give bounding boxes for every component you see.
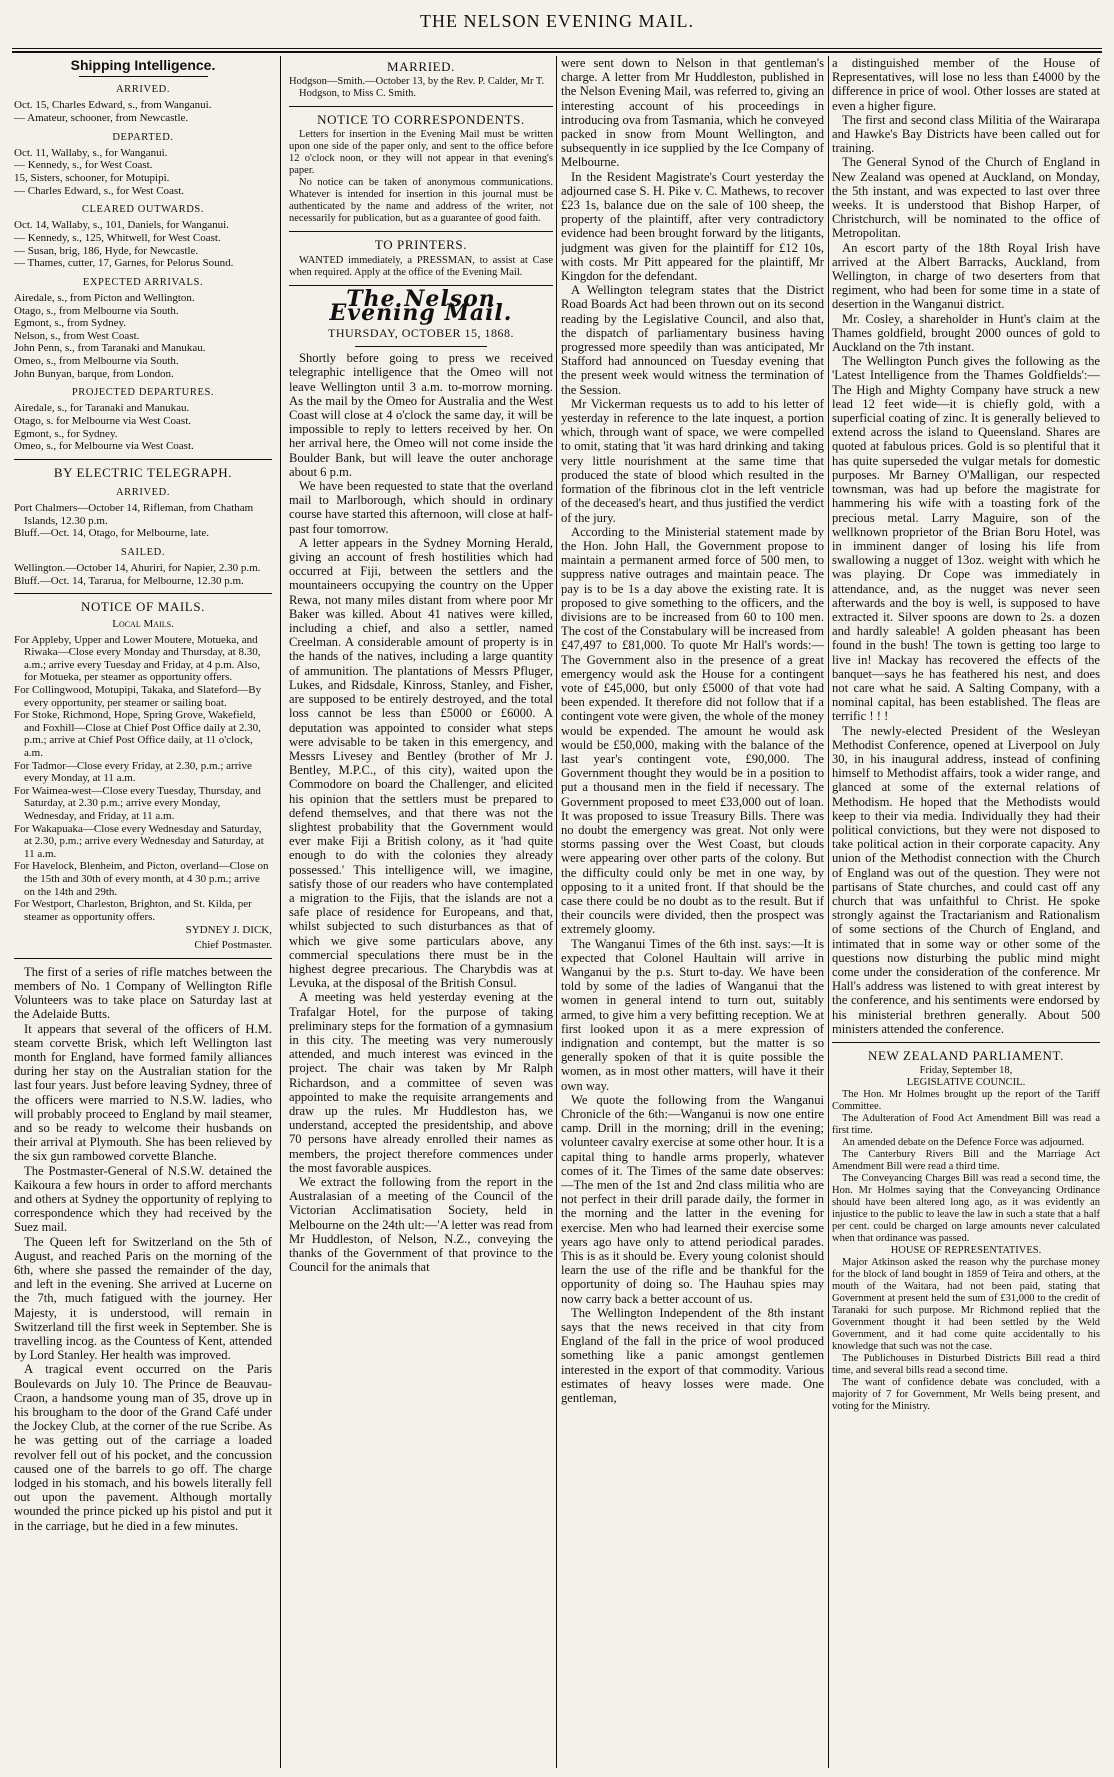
- telegraph-arrived-heading: ARRIVED.: [115, 486, 171, 498]
- telegraph-sailed-heading: SAILED.: [120, 546, 166, 558]
- shipping-line: Airedale, s., for Taranaki and Manukau.: [14, 402, 190, 415]
- article-paragraph: were sent down to Nelson in that gentleman's charge. A letter from Mr Huddleston, published in the Nelson Evening Mail, was referred to, giving an interesting account of his proceedings in introducing ova from Tasmania, which he conveyed packed in snow from Mount Wellington, and subsequently in ice supplied by the Ice Company of Melbourne.: [561, 56, 824, 170]
- shipping-line: Omeo, s., from Melbourne via South.: [14, 354, 179, 367]
- article-paragraph: The Queen left for Switzerland on the 5th of August, and reached Paris on the morning of the 6th, where she passed the remainder of the day, and left in the evening. She arrived at Lucerne on the 7th, much fatigued with the journey. Her Majesty, it is understood, will remain in Switzerland till the first week in September. She is travelling incog. as the Countess of Kent, attended by Lord Stanley. Her health was improved.: [14, 1234, 272, 1363]
- top-rule: [12, 48, 1102, 49]
- mail-item: For Wakapuaka—Close every Wednesday and Saturday, at 2.30, p.m.; arrive every Wednesday and Saturday, at 11 a.m.: [14, 822, 264, 860]
- article-paragraph: The Wanganui Times of the 6th inst. says:—It is expected that Colonel Haultain will arrive in Wanganui by the p.s. Sturt to-day. We have been told by some of the ladies of Wanganui that the women in general intend to turn out, suitably armed, to give him a very befitting reception. We at first looked upon it as a mere expression of indignation and contempt, but the matter is so generally spoken of that it is quite possible the women, as in most other matters, will have it their own way.: [561, 936, 824, 1093]
- shipping-line: Egmont, s., from Sydney.: [14, 317, 127, 330]
- newspaper-nameplate: The Nelson Evening Mail.: [329, 285, 513, 326]
- mail-item: For Collingwood, Motupipi, Takaka, and Slateford—By every opportunity, per steamer or sailing boat.: [14, 684, 262, 709]
- column-divider: [828, 56, 829, 1768]
- column-1: [14, 56, 272, 1768]
- article-paragraph: The General Synod of the Church of England in New Zealand was opened at Auckland, on Monday, the 5th instant, and was expected to last over three weeks. It is understood that Bishop Harper, of Christchurch, will be nominated to the office of Metropolitan.: [832, 155, 1100, 241]
- article-paragraph: The Wellington Independent of the 8th instant says that the news received in that city from England of the fall in the price of wool produced something like a panic amongst gentlemen interested in the export of that commodity. Various estimates of heavy losses were made. One gentleman,: [561, 1305, 824, 1406]
- article-paragraph: We extract the following from the report in the Australasian of a meeting of the Council of the Victorian Acclimatisation Society, held in Melbourne on the 24th ult:—'A letter was read from Mr Huddleston, of Nelson, N.Z., conveying the thanks of the Government of that province to the Council for the animals that: [289, 1175, 553, 1275]
- shipping-title: Shipping Intelligence.: [70, 57, 216, 73]
- article-paragraph: Shortly before going to press we received telegraphic intelligence that the Omeo will not leave Wellington until 3 a.m. to-morrow morning. As the mail by the Omeo for Australia and the West Coast will close at 4 o'clock the same day, it will be impossible to reply to letters received by her. On her arrival here, the Omeo will not come inside the Boulder Bank, but will leave the outer anchorage about 6 p.m.: [289, 351, 553, 479]
- telegraph-line: Port Chalmers—October 14, Rifleman, from Chatham Islands, 12.30 p.m.: [14, 502, 254, 527]
- shipping-line: Oct. 11, Wallaby, s., for Wanganui.: [14, 146, 168, 159]
- projected-heading: PROJECTED DEPARTURES.: [71, 387, 215, 399]
- council-heading: LEGISLATIVE COUNCIL.: [906, 1077, 1026, 1089]
- article-paragraph: We quote the following from the Wanganui Chronicle of the 6th:—Wanganui is now one entire camp. Drill in the morning; drill in the evening; volunteer cavalry exercise at some other hour. It is a capital thing to handle arms properly, whatever comes of it. The Times of the same date observes:—The men of the 1st and 2nd class militia who are not perfect in their drill parade daily, the former in the morning and the latter in the evening for exercise. Men who had learned their exercise some years ago have only to attend periodical parades. This is as it should be. Every young colonist should learn the use of the rifle and be thankful for the opportunity of doing so. The Hauhau spies may now carry back a better account of us.: [561, 1092, 824, 1306]
- article-paragraph: A tragical event occurred on the Paris Boulevards on July 10. The Prince de Beauvau-Craon, a handsome young man of 35, drove up in his brougham to the door of the Grand Café under the Jockey Club, at the corner of the rue Scribe. As he was getting out of the carriage a loaded revolver fell out of his pocket, and the concussion caused one of the barrels to go off. The charge lodged in his stomach, and his bowels literally fell out upon the pavement. Although mortally wounded the prince picked up his pistol and put it in the carriage, but he died in a few minutes.: [14, 1362, 272, 1533]
- column-4: [832, 56, 1100, 1768]
- expected-heading: EXPECTED ARRIVALS.: [82, 276, 204, 288]
- married-title: MARRIED.: [387, 59, 455, 74]
- printers-title: TO PRINTERS.: [374, 237, 468, 253]
- departed-heading: DEPARTED.: [112, 131, 174, 143]
- arrived-heading: ARRIVED.: [115, 84, 171, 96]
- mail-item: For Stoke, Richmond, Hope, Spring Grove, Wakefield, and Foxhill—Close at Chief Post Office daily at 2.30, p.m.; arrive at Chief Post Office daily, at 11 o'clock, a.m.: [14, 709, 261, 760]
- issue-dateline: THURSDAY, OCTOBER 15, 1868.: [328, 326, 514, 341]
- article-paragraph: The newly-elected President of the Wesleyan Methodist Conference, opened at Liverpool on July 30, in his inaugural address, instead of confining himself to Methodist affairs, took a wider range, and glanced at some of the external relations of Methodism. He hoped that the Methodists would keep to their via media. Individually they had their political convictions, but they were not disposed to take political action in their corporate capacity. Any union of the Methodist connection with the Church of England was out of the question. They were not partisans of State churches, and could cast off any church that was unfaithful to Christ. He spoke strongly against the Tractarianism and Rationalism of some sections of the Church of England, and intimated that in some way or other some of the questions now disturbing the public mind might come under the consideration of the conference. Mr Hall's address was listened to with great interest by the conference, and his sentiments were endorsed by his ministerial brethren generally. About 500 ministers attended the conference.: [832, 723, 1100, 1036]
- house-heading: HOUSE OF REPRESENTATIVES.: [890, 1245, 1042, 1257]
- council-paragraph: The Hon. Mr Holmes brought up the report of the Tariff Committee.: [832, 1089, 1100, 1113]
- article-paragraph: It appears that several of the officers of H.M. steam corvette Brisk, which left Wellington last month for England, have formed family alliances during her stay on the Australian station for the last four years. Just before leaving Sydney, three of the officers were married to N.S.W. ladies, who will probably proceed to England by mail steamer, and so be ready to welcome their husbands on their arrival at Plymouth. She has been relieved by the six gun rambowed corvette Blanche.: [14, 1021, 272, 1164]
- article-paragraph: We have been requested to state that the overland mail to Marlborough, which should in ordinary course have started this afternoon, will close at half-past four tomorrow.: [289, 479, 553, 536]
- article-paragraph: In the Resident Magistrate's Court yesterday the adjourned case S. H. Pike v. C. Mathews, to recover £23 1s, balance due on the sale of 100 sheep, the property of the plaintiff, after very contradictory evidence had been brought forward by the litigants, judgment was given for the plaintiff for £12 10s, with costs. Mr Pitt appeared for the plaintiff, Mr Kingdon for the defendant.: [561, 169, 824, 284]
- mail-item: For Waimea-west—Close every Tuesday, Thursday, and Saturday, at 2.30 p.m.; arrive every Monday, Wednesday, and Friday, at 11 a.m.: [14, 784, 261, 822]
- shipping-line: John Bunyan, barque, from London.: [14, 367, 174, 380]
- house-paragraph: The want of confidence debate was concluded, with a majority of 7 for Government, Mr Wells being present, and voting for the Ministry.: [832, 1377, 1100, 1413]
- mail-item: For Havelock, Blenheim, and Picton, overland—Close on the 15th and 30th of every month, at 4 30 p.m.; arrive on the 14th and 29th.: [14, 860, 269, 898]
- mail-item: For Westport, Charleston, Brighton, and St. Kilda, per steamer as opportunity offers.: [14, 898, 252, 923]
- shipping-line: — Thames, cutter, 17, Garnes, for Pelorus Sound.: [14, 257, 234, 270]
- shipping-line: Oct. 14, Wallaby, s., 101, Daniels, for Wanganui.: [14, 219, 229, 232]
- council-paragraph: An amended debate on the Defence Force was adjourned.: [842, 1137, 1085, 1149]
- shipping-line: — Kennedy, s., 125, Whitwell, for West Coast.: [14, 231, 221, 244]
- article-paragraph: Mr. Cosley, a shareholder in Hunt's claim at the Thames goldfield, brought 2000 ounces of gold to Auckland on the 7th instant.: [832, 311, 1100, 355]
- masthead: [0, 0, 1114, 42]
- parliament-title: NEW ZEALAND PARLIAMENT.: [868, 1048, 1064, 1064]
- postmaster-name: SYDNEY J. DICK,: [185, 924, 272, 937]
- column-2: [289, 56, 553, 1768]
- telegraph-line: Bluff.—Oct. 14, Tararua, for Melbourne, 12.30 p.m.: [14, 574, 244, 587]
- telegraph-line: Wellington.—October 14, Ahuriri, for Napier, 2.30 p.m.: [14, 562, 261, 575]
- house-paragraph: The Publichouses in Disturbed Districts Bill read a third time, and several bills read a second time.: [832, 1353, 1100, 1377]
- council-paragraph: The Canterbury Rivers Bill and the Marriage Act Amendment Bill were read a third time.: [832, 1149, 1100, 1173]
- shipping-line: John Penn, s., from Taranaki and Manukau.: [14, 342, 206, 355]
- mails-title: NOTICE OF MAILS.: [80, 599, 206, 615]
- postmaster-title: Chief Postmaster.: [194, 938, 272, 951]
- parliament-date: Friday, September 18,: [919, 1065, 1013, 1077]
- article-paragraph: The Wellington Punch gives the following as the 'Latest Intelligence from the Thames Goldfields':—The High and Mighty Company have struck a new lead 12 feet wide—it is chiefly gold, with a superficial coating of zinc. It is generally believed to extend across the island to Queensland. Shares are quoted at fabulous prices. Gold is so plentiful that it has quite superseded the vulgar metals for domestic purposes. Mr Barney O'Malligan, our respected townsman, was had up before the magistrate for hammering his wife with a toasting fork of the precious metal. Larry Maguire, son of the wellknown proprietor of the Brian Boru Hotel, was in imminent danger of losing his life from swallowing a nugget of 13oz. weight with which he was playing. Dr Cope was immediately in attendance, and, as the nugget was never seen afterwards and the boy is well, is supposed to have extracted it. Silver spoons are down to 2s. a dozen and hardly saleable! A golden pheasant has been found in the bush! The town is getting too large to live in! Mackay has recovered the effects of the banquet—says he has feathered his nest, and does not care what he said. A Salting Company, with a nominal capital, has been established. The fleas are terrific ! ! !: [832, 354, 1100, 724]
- shipping-line: — Susan, brig, 186, Hyde, for Newcastle.: [14, 244, 199, 257]
- column-3: [561, 56, 824, 1768]
- article-paragraph: A meeting was held yesterday evening at the Trafalgar Hotel, for the purpose of taking preliminary steps for the formation of a gymnasium in this city. The meeting was very numerously attended, and much interest was evinced in the project. The chair was taken by Mr Ralph Richardson, and a committee of seven was appointed to make the requisite arrangements and draw up the rules. Mr Huddleston has, we understand, accepted the presidentship, and above 70 persons have already enrolled their names as members, the project therefore commences under the most favorable auspices.: [289, 990, 553, 1175]
- top-rule-thick: [12, 51, 1102, 53]
- mail-item: For Appleby, Upper and Lower Moutere, Motueka, and Riwaka—Close every Monday and Thursday, at 8.30, a.m.; arrive every Tuesday and Friday, at 4 p.m. Also, for Motueka, per steamer as opportunity offers.: [14, 633, 261, 684]
- shipping-line: — Kennedy, s., for West Coast.: [14, 159, 153, 172]
- printers-notice: WANTED immediately, a PRESSMAN, to assist at Case when required. Apply at the office of the Evening Mail.: [289, 254, 553, 278]
- shipping-line: Otago, s., from Melbourne via South.: [14, 304, 179, 317]
- mail-item: For Tadmor—Close every Friday, at 2.30, p.m.; arrive every Monday, at 11 a.m.: [14, 759, 252, 785]
- telegraph-line: Bluff.—Oct. 14, Otago, for Melbourne, late.: [14, 527, 210, 540]
- shipping-line: — Amateur, schooner, from Newcastle.: [14, 112, 189, 124]
- column-divider: [556, 56, 557, 1768]
- shipping-line: — Charles Edward, s., for West Coast.: [14, 184, 184, 197]
- council-paragraph: The Conveyancing Charges Bill was read a second time, the Hon. Mr Holmes saying that the Conveyancing Ordinance should have been altered long ago, as it was evidently an injustice to the public to leave the law in such a state that a half per cent. could be charged on large amounts never calculated when that ordinance was passed.: [832, 1173, 1100, 1245]
- council-paragraph: The Adulteration of Food Act Amendment Bill was read a first time.: [832, 1113, 1100, 1137]
- mails-subtitle: Local Mails.: [112, 618, 174, 631]
- column-divider: [280, 56, 281, 1768]
- shipping-line: Egmont, s., for Sydney.: [14, 427, 118, 440]
- article-paragraph: A Wellington telegram states that the District Road Boards Act had been thrown out on its second reading by the Legislative Council, and also that, the dispatch of parliamentary business having progressed more speedily than was anticipated, Mr Stafford had announced on Tuesday evening that the present week would witness the termination of the Session.: [561, 283, 824, 397]
- article-paragraph: The first and second class Militia of the Wairarapa and Hawke's Bay Districts have been called out for training.: [832, 112, 1100, 156]
- shipping-line: 15, Sisters, schooner, for Motupipi.: [14, 171, 170, 184]
- shipping-line: Omeo, s., for Melbourne via West Coast.: [14, 440, 194, 453]
- married-notice: Hodgson—Smith.—October 13, by the Rev. P. Calder, Mr T. Hodgson, to Miss C. Smith.: [289, 76, 545, 100]
- correspondents-title: NOTICE TO CORRESPONDENTS.: [317, 112, 525, 128]
- telegraph-title: BY ELECTRIC TELEGRAPH.: [53, 464, 233, 480]
- shipping-line: Otago, s. for Melbourne via West Coast.: [14, 414, 192, 427]
- article-paragraph: The Postmaster-General of N.S.W. detained the Kaikoura a few hours in order to afford merchants and others at Sydney the opportunity of replying to correspondence which they had received by the Suez mail.: [14, 1163, 272, 1235]
- shipping-line: Nelson, s., from West Coast.: [14, 329, 140, 342]
- article-paragraph: Mr Vickerman requests us to add to his letter of yesterday in reference to the late inquest, a portion which, through want of space, we were compelled to omit, stating that 'it was hard drinking and taking very little nourishment at the same time that produced the state of blood which resulted in the formation of the fibrinous clot in the left ventricle of the deceased's heart, and thus justified the verdict of the jury.: [561, 396, 824, 525]
- shipping-line: Oct. 15, Charles Edward, s., from Wanganui.: [14, 99, 212, 112]
- article-paragraph: A letter appears in the Sydney Morning Herald, giving an account of fresh hostilities which had occurred at Fiji, between the settlers and the mountaineers occupying the country on the Upper Rewa, not many miles distant from where poor Mr Baker was killed. About 41 natives were killed, including a chief, and also a settler, named Creelman. A considerable amount of property is in the hands of the natives, including a large quantity of ammunition. The plantations of Messrs Pfluger, Lukes, and Ridsdale, Kinross, Stanley, and Fisher, are supposed to be entirely destroyed, and the total loss cannot be less than £5000 or £6000. A deputation was appointed to consider what steps were advisable to be taken in this emergency, and Messrs Livesey and Bentley (brother of Mr J. Bentley, M.P.C., of this city), waited upon the Commodore on board the Challenger, and elicited his opinion that the settlers must be prepared to defend themselves, and that there was not the slightest probability that the Government would ever make Fiji a British colony, as it 'had quite enough to do with the colonies they already possessed.' This intelligence will, we imagine, satisfy those of our readers who have contemplated a migration to the Fijis, that the islands are not a safe place of residence for Europeans, and that, whilst subjected to such disturbances as that of which we give some particulars above, any commercial speculations there must be in the highest degree precarious. The Charybdis was at Levuka, at the disposal of the British Consul.: [289, 535, 553, 991]
- masthead-title: THE NELSON EVENING MAIL.: [420, 11, 694, 31]
- shipping-line: Airedale, s., from Picton and Wellington.: [14, 291, 195, 304]
- article-paragraph: According to the Ministerial statement made by the Hon. John Hall, the Government propose to maintain a permanent armed force of 500 men, to suppress native outrages and maintain peace. The pay is to be 1s a day above the existing rate. It is proposed to give something to the officers, and the divisions are to be increased from 60 to 100 men. The cost of the Constabulary will be increased from £47,497 to £81,000. To quote Mr Hall's words:—The Government also in the presence of a great emergency would ask the House for a contingent vote of £45,000, but only £5000 of that vote had been expended. It therefore did not follow that if a contingent vote were given, the whole of the money would be expended. The amount he would ask would be £50,000, making with the balance of the last year's contingent vote, £90,000. The Government thought they would be in a position to put a thousand men in the field if necessary. The Government proposed to meet £33,000 out of loan. It was proposed to issue Treasury Bills. There was no doubt the emergency was great. Not only were storms passing over the West Coast, but clouds were appearing over other parts of the colony. But the difficulty could only be met in one way, by opposing to it a united front. If that should be the case there could be no doubt as to the result. But if their councils were divided, then the prospect was extremely gloomy.: [561, 524, 824, 937]
- house-paragraph: Major Atkinson asked the reason why the purchase money for the block of land bought in 1859 of Teira and others, at the mouth of the Waitara, had not been paid, stating that Government at present held the sum of £31,000 to the credit of Taranaki for such purpose. Mr Richmond replied that the Government thought it had been settled by the Weld Government, and it had come quite accidentally to his knowledge that such was not the case.: [832, 1257, 1100, 1353]
- article-paragraph: The first of a series of rifle matches between the members of No. 1 Company of Wellington Rifle Volunteers was to take place on Saturday last at the Adelaide Butts.: [14, 964, 272, 1022]
- correspondents-notice: Letters for insertion in the Evening Mail must be written upon one side of the paper only, and sent to the office before 12 o'clock noon, or they will not appear in that evening's paper.: [289, 129, 553, 177]
- cleared-heading: CLEARED OUTWARDS.: [81, 204, 205, 216]
- correspondents-notice: No notice can be taken of anonymous communications. Whatever is intended for insertion in this journal must be authenticated by the name and address of the writer, not necessarily for publication, but as a guarantee of good faith.: [289, 177, 553, 225]
- article-paragraph: An escort party of the 18th Royal Irish have arrived at the Albert Barracks, Auckland, from Wellington, in charge of two deserters from that regiment, who had been for some time in a state of desertion in the Wanganui district.: [832, 240, 1100, 312]
- article-paragraph: a distinguished member of the House of Representatives, will lose no less than £4000 by the difference in price of wool. Other losses are stated at even a higher figure.: [832, 56, 1100, 113]
